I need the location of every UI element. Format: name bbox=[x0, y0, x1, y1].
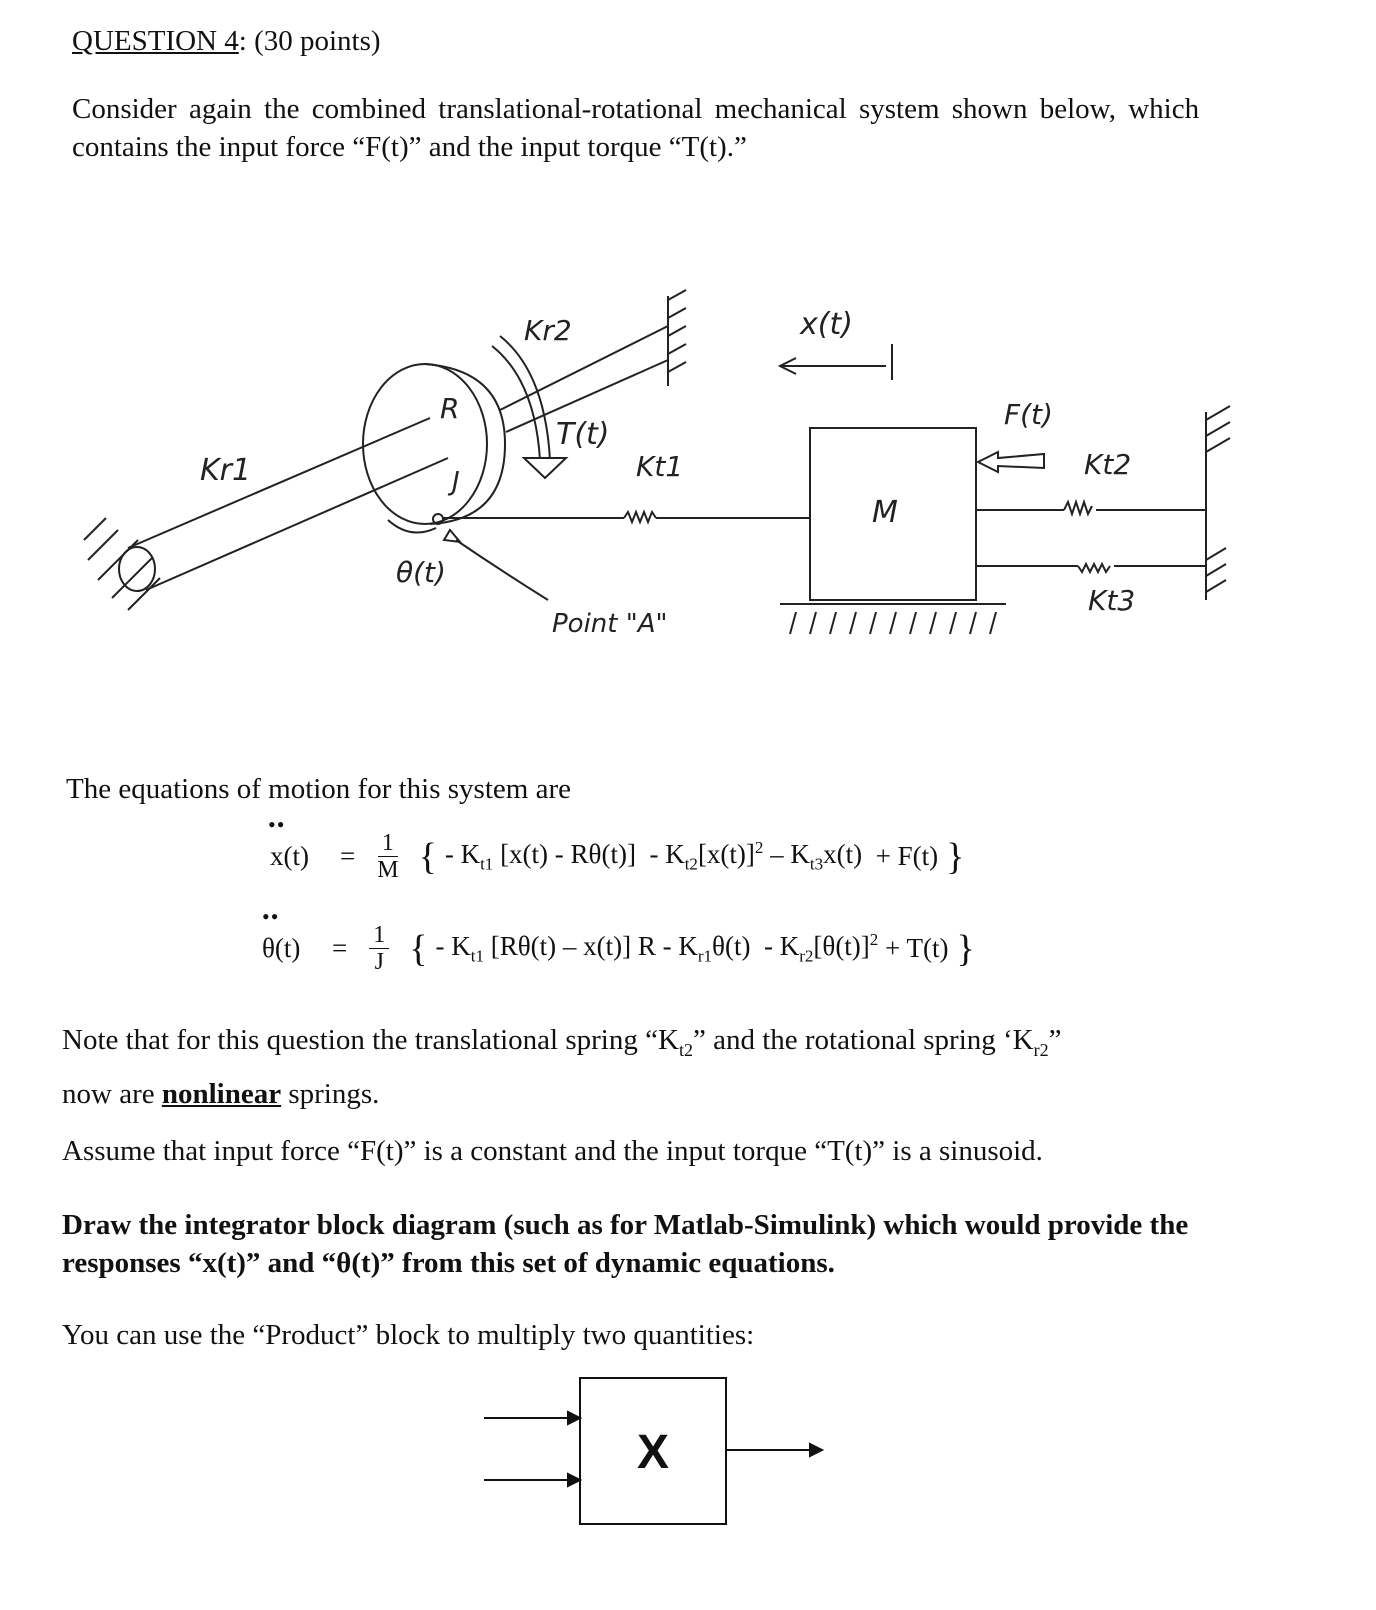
ddot-theta: •• bbox=[262, 904, 280, 929]
task-line-2: responses “x(t)” and “θ(t)” from this set of dynamic equations. bbox=[62, 1247, 835, 1279]
eq2-num: 1 bbox=[369, 922, 389, 949]
question-heading: QUESTION 4: (30 points) bbox=[72, 25, 381, 57]
note-paragraph bbox=[62, 1018, 1061, 1116]
ground-hatch-mass bbox=[780, 604, 1006, 634]
force-arrow bbox=[978, 452, 1044, 472]
eq1-term2: - $K_{t2}[x(t)]^2$ bbox=[649, 838, 764, 874]
output-arrowhead bbox=[810, 1444, 822, 1456]
eq1-term4: + F(t) bbox=[875, 841, 939, 871]
eq1-term1: - $K_{t1}$ [x(t) - Rθ(t)] bbox=[444, 838, 636, 874]
kt2-spring bbox=[976, 502, 1206, 514]
assumption-text: Assume that input force “F(t)” is a constant and the input torque “T(t)” is a sinusoid. bbox=[62, 1135, 1043, 1167]
label-kr2: Kr2 bbox=[524, 314, 572, 347]
eq2-term2: - $K_{r1}\theta(t)$ bbox=[662, 930, 751, 966]
displacement-arrow bbox=[780, 344, 892, 380]
eq2-term1: - $K_{t1}$ [Rθ(t) – x(t)] R bbox=[435, 930, 656, 966]
label-kr1: Kr1 bbox=[200, 453, 252, 488]
eq1-term3: – $K_{t3}x(t)$ bbox=[770, 838, 863, 874]
kt3-spring bbox=[976, 564, 1206, 572]
label-r: R bbox=[440, 392, 460, 425]
point-a-pointer bbox=[456, 540, 548, 600]
rotational-disk bbox=[363, 364, 505, 524]
eq2-equals: = bbox=[332, 933, 348, 963]
right-wall bbox=[1206, 406, 1230, 600]
question-points: (30 points) bbox=[254, 25, 381, 57]
ground-hatch-left bbox=[84, 518, 160, 610]
intro-paragraph bbox=[72, 90, 1199, 166]
intro-line-1: Consider again the combined translational-rotational mechanical system shown below, which bbox=[72, 93, 1200, 125]
product-text: You can use the “Product” block to multiply two quantities: bbox=[62, 1319, 755, 1351]
task-instruction bbox=[62, 1206, 1188, 1282]
label-kt3: Kt3 bbox=[1088, 584, 1136, 617]
input-arrowhead-2 bbox=[568, 1474, 580, 1486]
eq1-fraction bbox=[377, 830, 398, 883]
eq1-num: 1 bbox=[378, 830, 398, 857]
eq1-lhs: x(t) bbox=[270, 841, 309, 871]
label-force: F(t) bbox=[1004, 398, 1053, 431]
product-block-diagram bbox=[470, 1372, 850, 1542]
product-symbol: X bbox=[636, 1426, 670, 1479]
label-theta: θ(t) bbox=[396, 556, 446, 589]
kr2-shaft bbox=[500, 290, 686, 432]
note-line-2: now are nonlinear springs. bbox=[62, 1077, 380, 1110]
label-j: J bbox=[452, 467, 460, 497]
intro-line-2: contains the input force “F(t)” and the input torque “T(t).” bbox=[72, 131, 747, 163]
label-kt1: Kt1 bbox=[636, 450, 684, 483]
label-point-a: Point "A" bbox=[552, 609, 668, 639]
eq2-den: J bbox=[374, 949, 384, 975]
eq2-term4: + T(t) bbox=[885, 933, 949, 963]
label-torque: T(t) bbox=[556, 417, 610, 452]
equations-intro: The equations of motion for this system are bbox=[66, 773, 571, 805]
label-displacement: x(t) bbox=[800, 307, 853, 342]
equation-theta: θ(t) = $\frac{1}{J}$ { - $K_{t1}$ [Rθ(t) – x(t)] R - $K_{r1}\theta(t)$ - $K_{r2}[\theta(t)]^2$ + T(t) } bbox=[262, 922, 975, 975]
ddot-x: •• bbox=[268, 812, 286, 837]
eq1-equals: = bbox=[340, 841, 356, 871]
nonlinear-emphasis: nonlinear bbox=[161, 1077, 282, 1110]
label-mass: M bbox=[872, 495, 898, 530]
kt1-spring bbox=[442, 512, 810, 522]
input-arrowhead-1 bbox=[568, 1412, 580, 1424]
note-line-1: Note that for this question the translational spring “$K_{t2}$” and the rotational spring ‘$K_{r2}$” bbox=[62, 1024, 1062, 1060]
eq2-lhs: θ(t) bbox=[262, 933, 301, 963]
label-kt2: Kt2 bbox=[1084, 448, 1132, 481]
torque-arrow bbox=[492, 336, 566, 478]
equation-x: x(t) = $\frac{1}{M}$ { - $K_{t1}$ [x(t) - Rθ(t)] - $K_{t2}[x(t)]^2$ – $K_{t3}x(t)$ + F(t) } bbox=[270, 830, 965, 883]
task-line-1: Draw the integrator block diagram (such as for Matlab-Simulink) which would provide the bbox=[62, 1209, 1189, 1241]
eq2-term3: - $K_{r2}[\theta(t)]^2$ bbox=[763, 930, 879, 966]
mechanical-system-figure bbox=[0, 270, 1376, 690]
question-label: QUESTION 4 bbox=[72, 25, 239, 57]
eq1-den: M bbox=[377, 857, 399, 883]
eq2-fraction bbox=[369, 922, 389, 975]
